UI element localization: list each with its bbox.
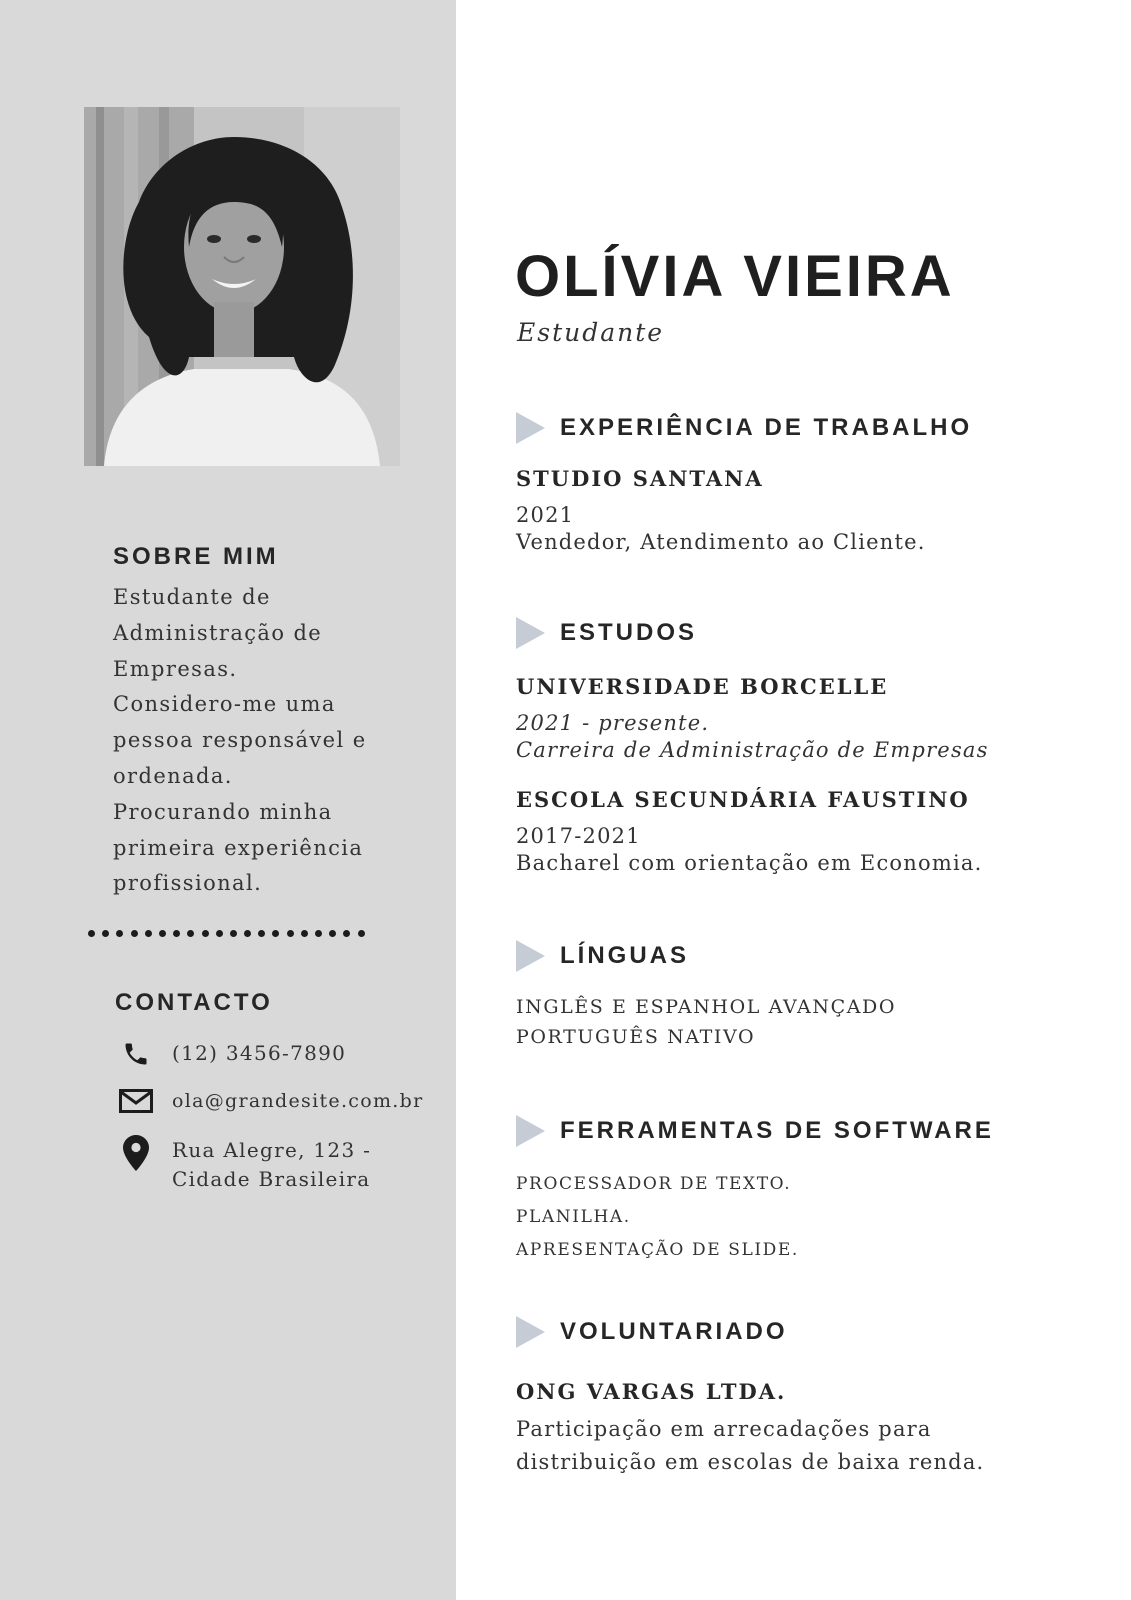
- language-line: INGLÊS E ESPANHOL AVANÇADO: [516, 996, 897, 1018]
- experience-description: Vendedor, Atendimento ao Cliente.: [516, 530, 926, 554]
- about-line: Estudante de: [113, 585, 271, 609]
- mail-icon: [118, 1083, 154, 1119]
- address-line-1: Rua Alegre, 123 -: [172, 1138, 372, 1162]
- about-line: profissional.: [113, 871, 263, 896]
- about-text: [113, 580, 413, 902]
- about-line: ordenada.: [113, 763, 233, 788]
- section-arrow-icon: [516, 940, 545, 972]
- experience-company: STUDIO SANTANA: [516, 466, 764, 491]
- about-heading: SOBRE MIM: [113, 543, 279, 570]
- phone-icon: [118, 1036, 154, 1072]
- dotted-divider: [88, 930, 365, 937]
- address-line-2: Cidade Brasileira: [172, 1167, 371, 1191]
- volunteer-line: Participação em arrecadações para: [516, 1417, 932, 1441]
- software-line: PROCESSADOR DE TEXTO.: [516, 1174, 792, 1194]
- education-school: UNIVERSIDADE BORCELLE: [516, 674, 889, 699]
- education-school: ESCOLA SECUNDÁRIA FAUSTINO: [516, 787, 970, 812]
- language-line: PORTUGUÊS NATIVO: [516, 1026, 756, 1048]
- software-line: APRESENTAÇÃO DE SLIDE.: [516, 1240, 799, 1260]
- about-line: Procurando minha: [113, 799, 333, 824]
- education-years: 2017-2021: [516, 824, 641, 848]
- experience-year: 2021: [516, 503, 575, 527]
- section-arrow-icon: [516, 1316, 545, 1348]
- about-line: Empresas.: [113, 656, 238, 681]
- education-detail: Carreira de Administração de Empresas: [516, 738, 989, 762]
- volunteer-line: distribuição em escolas de baixa renda.: [516, 1450, 985, 1474]
- languages-title: LÍNGUAS: [560, 942, 689, 969]
- experience-title: EXPERIÊNCIA DE TRABALHO: [560, 414, 973, 441]
- person-role: Estudante: [517, 318, 665, 347]
- software-title: FERRAMENTAS DE SOFTWARE: [560, 1117, 994, 1144]
- phone-number: (12) 3456-7890: [172, 1041, 347, 1065]
- education-years: 2021 - presente.: [516, 711, 710, 735]
- volunteer-title: VOLUNTARIADO: [560, 1318, 788, 1345]
- about-line: Considero-me uma: [113, 692, 336, 717]
- section-arrow-icon: [516, 617, 545, 649]
- contact-heading: CONTACTO: [115, 989, 273, 1016]
- education-detail: Bacharel com orientação em Economia.: [516, 851, 983, 875]
- about-line: Administração de: [113, 620, 323, 645]
- software-line: PLANILHA.: [516, 1207, 631, 1227]
- volunteer-org: ONG VARGAS LTDA.: [516, 1379, 787, 1404]
- person-name: OLÍVIA VIEIRA: [515, 244, 955, 309]
- email-address: ola@grandesite.com.br: [172, 1090, 424, 1112]
- portrait-image: [84, 107, 400, 466]
- section-arrow-icon: [516, 1115, 545, 1147]
- profile-photo: [84, 107, 400, 466]
- section-arrow-icon: [516, 412, 545, 444]
- about-line: primeira experiência: [113, 835, 364, 860]
- education-title: ESTUDOS: [560, 619, 698, 646]
- about-line: pessoa responsável e: [113, 728, 367, 753]
- location-pin-icon: [118, 1133, 154, 1173]
